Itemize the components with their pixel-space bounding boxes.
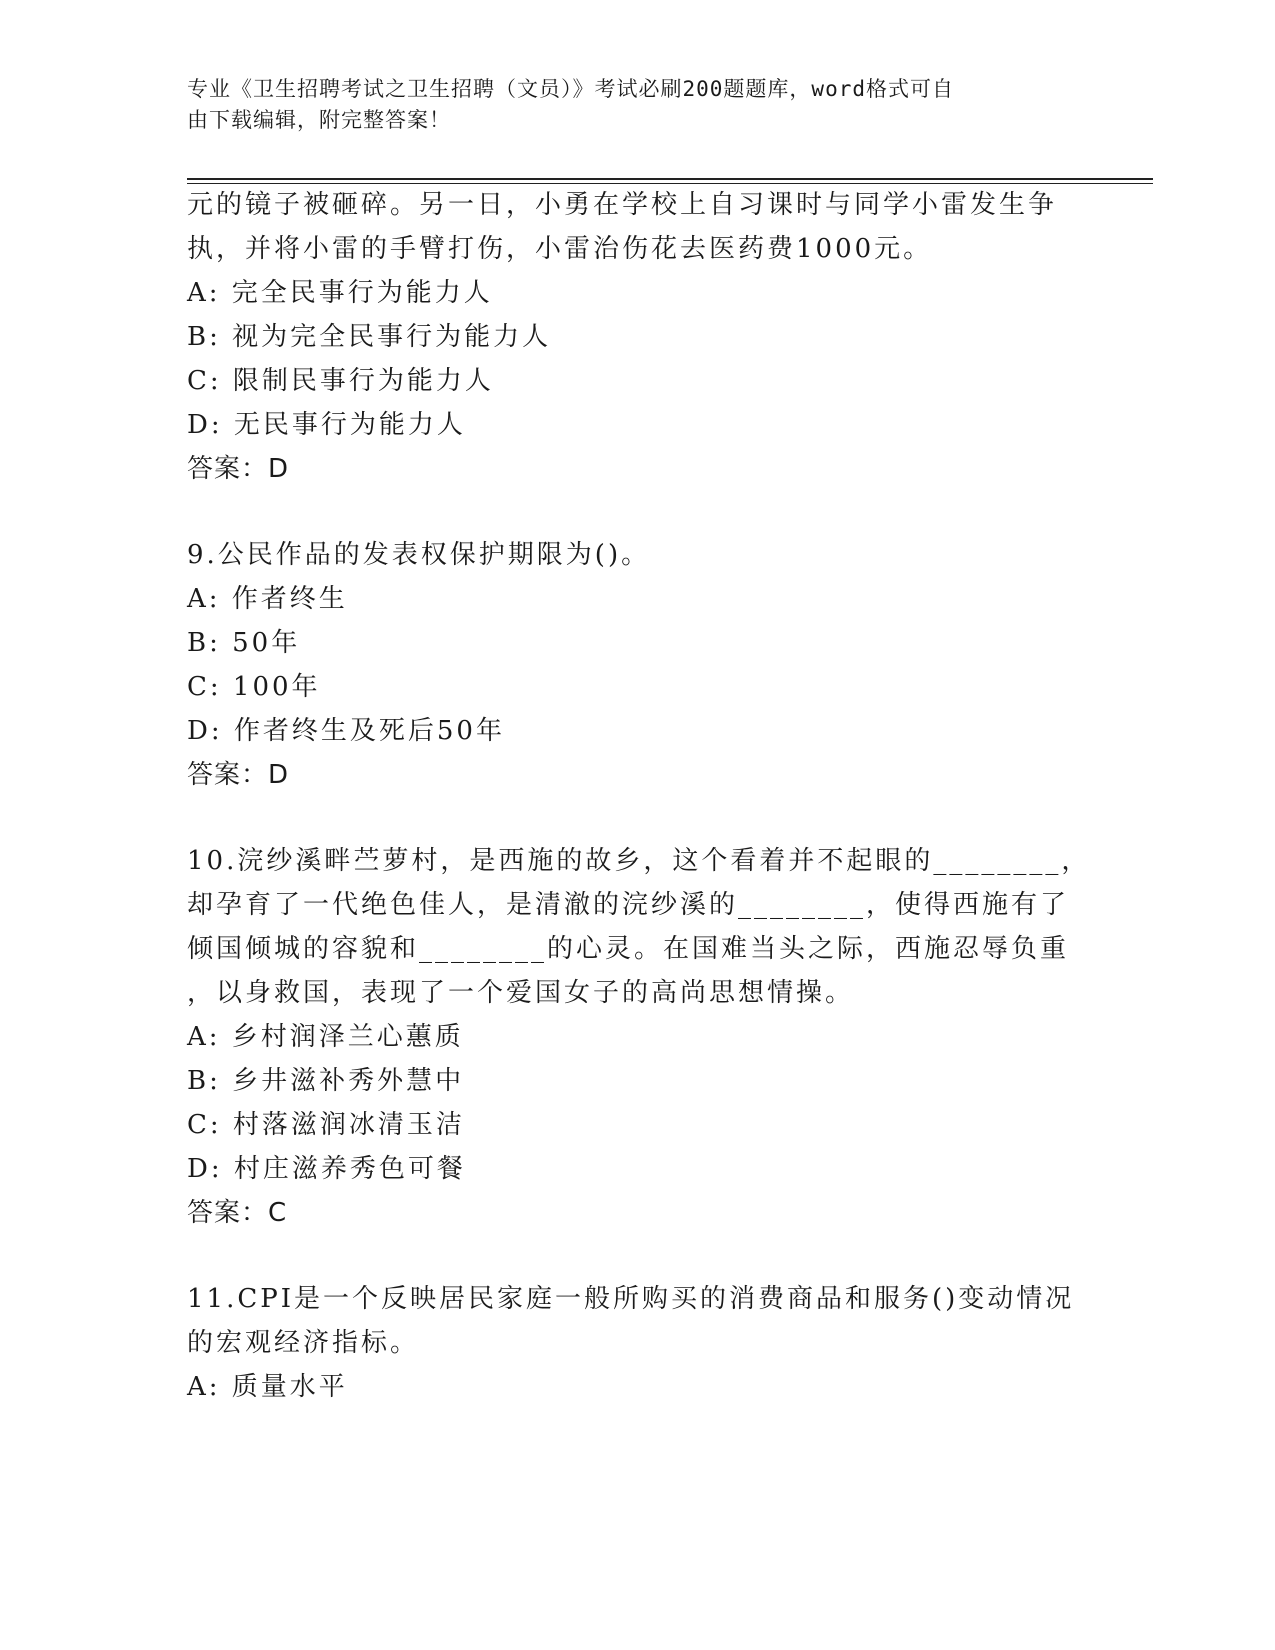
- document-header: [187, 74, 1067, 136]
- q10-text-line-3: 倾国倾城的容貌和________的心灵。在国难当头之际，西施忍辱负重: [187, 934, 1070, 964]
- q8-option-d: D: 无民事行为能力人: [187, 410, 466, 440]
- q9-text-line-1: 9.公民作品的发表权保护期限为()。: [187, 540, 651, 570]
- q10-text-line-4: ，以身救国，表现了一个爱国女子的高尚思想情操。: [187, 978, 855, 1008]
- header-line-1: 专业《卫生招聘考试之卫生招聘（文员）》考试必刷200题题库，word格式可自: [187, 77, 954, 101]
- q9-option-a: A: 作者终生: [187, 584, 348, 614]
- q10-text-line-1: 10.浣纱溪畔苎萝村，是西施的故乡，这个看着并不起眼的________，: [187, 846, 1091, 876]
- q10-answer: 答案：C: [187, 1198, 288, 1228]
- q9-option-d: D: 作者终生及死后50年: [187, 716, 505, 746]
- q9-answer: 答案：D: [187, 760, 290, 790]
- q8-option-b: B: 视为完全民事行为能力人: [187, 322, 552, 352]
- q11-option-a: A: 质量水平: [187, 1372, 348, 1402]
- q10-option-b: B: 乡井滋补秀外慧中: [187, 1066, 465, 1096]
- q10-option-c: C: 村落滋润冰清玉洁: [187, 1110, 465, 1140]
- q10-option-a: A: 乡村润泽兰心蕙质: [187, 1022, 464, 1052]
- header-line-2: 由下载编辑，附完整答案！: [187, 108, 451, 132]
- q9-option-b: B: 50年: [187, 628, 301, 658]
- q10-option-d: D: 村庄滋养秀色可餐: [187, 1154, 466, 1184]
- q9-option-c: C: 100年: [187, 672, 321, 702]
- q10-text-line-2: 却孕育了一代绝色佳人，是清澈的浣纱溪的________，使得西施有了: [187, 890, 1070, 920]
- q8-option-c: C: 限制民事行为能力人: [187, 366, 494, 396]
- header-rule: [187, 178, 1153, 180]
- q8-text-line-1: 元的镜子被砸碎。另一日，小勇在学校上自习课时与同学小雷发生争: [187, 190, 1058, 220]
- header-rule-thin: [187, 183, 1153, 184]
- q8-option-a: A: 完全民事行为能力人: [187, 278, 493, 308]
- q11-text-line-2: 的宏观经济指标。: [187, 1328, 420, 1358]
- q8-answer: 答案：D: [187, 454, 290, 484]
- q11-text-line-1: 11.CPI是一个反映居民家庭一般所购买的消费商品和服务()变动情况: [187, 1284, 1075, 1314]
- q8-text-line-2: 执，并将小雷的手臂打伤，小雷治伤花去医药费1000元。: [187, 234, 933, 264]
